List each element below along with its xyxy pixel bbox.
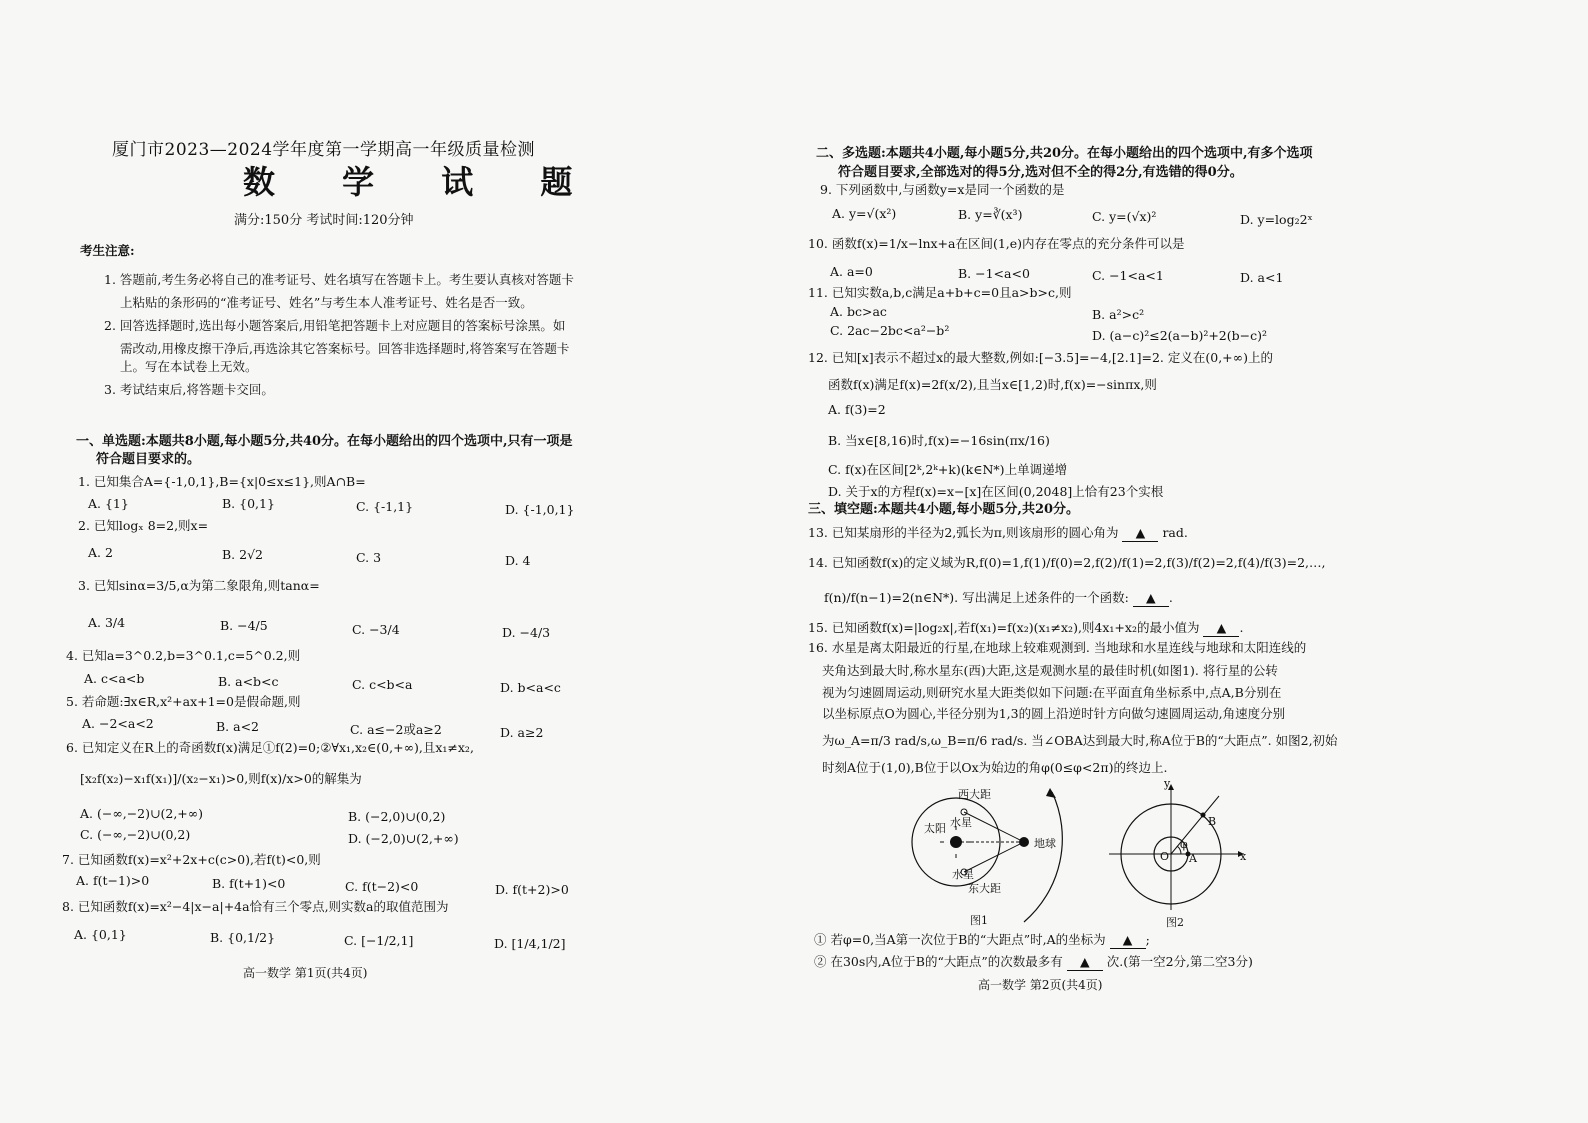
q12-option-b: B. 当x∈[8,16)时,f(x)=−16sin(πx/16) bbox=[828, 433, 1050, 448]
q7-option-a: A. f(t−1)>0 bbox=[76, 873, 150, 888]
q13-unit: rad. bbox=[1162, 525, 1188, 540]
answer-blank[interactable]: ▲ bbox=[1133, 590, 1169, 607]
q11-option-b: B. a²>c² bbox=[1092, 307, 1145, 322]
q2-option-d: D. 4 bbox=[505, 553, 531, 568]
answer-blank[interactable]: ▲ bbox=[1110, 932, 1146, 949]
q4-option-a: A. c<a<b bbox=[84, 671, 145, 686]
q16-part2-note: 次.(第一空2分,第二空3分) bbox=[1106, 954, 1253, 969]
page-2 bbox=[794, 0, 1588, 1123]
q11-option-c: C. 2ac−2bc<a²−b² bbox=[830, 323, 950, 338]
q3-option-c: C. −3/4 bbox=[352, 622, 400, 637]
answer-blank[interactable]: ▲ bbox=[1122, 525, 1158, 542]
q13-text: 13. 已知某扇形的半径为2,弧长为π,则该扇形的圆心角为 bbox=[808, 525, 1119, 540]
section-1-heading: 一、单选题:本题共8小题,每小题5分,共40分。在每小题给出的四个选项中,只有一项是 bbox=[76, 434, 573, 449]
question-5: 5. 若命题:∃x∈R,x²+ax+1=0是假命题,则 bbox=[66, 694, 301, 709]
question-14: 14. 已知函数f(x)的定义域为R,f(0)=1,f(1)/f(0)=2,f(2)/f(1)=2,f(3)/f(2)=2,f(4)/f(3)=2,…, bbox=[808, 555, 1326, 570]
q2-option-c: C. 3 bbox=[356, 550, 382, 565]
question-16-part-1: ① 若φ=0,当A第一次位于B的“大距点”时,A的坐标为 ▲ ; bbox=[814, 932, 1150, 947]
q14-text: f(n)/f(n−1)=2(n∈N*). 写出满足上述条件的一个函数: bbox=[824, 590, 1129, 605]
section-2-heading-cont: 符合题目要求,全部选对的得5分,选对但不全的得2分,有选错的得0分。 bbox=[838, 165, 1243, 180]
question-3: 3. 已知sinα=3/5,α为第二象限角,则tanα= bbox=[78, 578, 320, 593]
q5-option-c: C. a≤−2或a≥2 bbox=[350, 722, 442, 737]
notice-line: 1. 答题前,考生务必将自己的准考证号、姓名填写在答题卡上。考生要认真核对答题卡 bbox=[104, 272, 574, 287]
q6-option-a: A. (−∞,−2)∪(2,+∞) bbox=[80, 806, 204, 821]
q10-option-d: D. a<1 bbox=[1240, 270, 1284, 285]
point-a-label: A bbox=[1189, 852, 1197, 865]
q4-option-d: D. b<a<c bbox=[500, 680, 561, 695]
figure-1-caption: 图1 bbox=[970, 914, 988, 927]
q8-option-d: D. [1/4,1/2] bbox=[494, 936, 566, 951]
question-11: 11. 已知实数a,b,c满足a+b+c=0且a>b>c,则 bbox=[808, 285, 1072, 300]
q9-option-b: B. y=∛(x³) bbox=[958, 207, 1023, 222]
y-axis-label: y bbox=[1164, 777, 1171, 790]
q7-option-d: D. f(t+2)>0 bbox=[495, 882, 569, 897]
question-14-cont: f(n)/f(n−1)=2(n∈N*). 写出满足上述条件的一个函数: ▲ . bbox=[824, 590, 1173, 605]
notice-line: 上粘贴的条形码的“准考证号、姓名”与考生本人准考证号、姓名是否一致。 bbox=[120, 295, 533, 310]
q3-option-b: B. −4/5 bbox=[220, 618, 268, 633]
q11-option-d: D. (a−c)²≤2(a−b)²+2(b−c)² bbox=[1092, 328, 1267, 343]
question-12-cont: 函数f(x)满足f(x)=2f(x/2),且当x∈[1,2)时,f(x)=−sinπx,则 bbox=[828, 377, 1157, 392]
question-4: 4. 已知a=3^0.2,b=3^0.1,c=5^0.2,则 bbox=[66, 648, 301, 663]
q2-option-b: B. 2√2 bbox=[222, 547, 264, 562]
q3-option-a: A. 3/4 bbox=[88, 615, 126, 630]
q10-option-a: A. a=0 bbox=[830, 264, 873, 279]
mercury-label: 水星 bbox=[952, 868, 974, 881]
q1-option-a: A. {1} bbox=[88, 496, 129, 511]
q12-option-c: C. f(x)在区间[2ᵏ,2ᵏ+k)(k∈N*)上单调递增 bbox=[828, 462, 1068, 477]
question-6: 6. 已知定义在R上的奇函数f(x)满足①f(2)=0;②∀x₁,x₂∈(0,+∞),且x₁≠x₂, bbox=[66, 740, 474, 755]
question-16-part-2 bbox=[814, 954, 1253, 971]
notice-line: 3. 考试结束后,将答题卡交回。 bbox=[104, 382, 274, 397]
exam-title: 厦门市2023—2024学年度第一学期高一年级质量检测 bbox=[112, 140, 536, 160]
q16-part1-text: ① 若φ=0,当A第一次位于B的“大距点”时,A的坐标为 bbox=[814, 932, 1106, 947]
q6-option-c: C. (−∞,−2)∪(0,2) bbox=[80, 827, 191, 842]
notice-line: 2. 回答选择题时,选出每小题答案后,用铅笔把答题卡上对应题目的答案标号涂黑。如 bbox=[104, 318, 566, 333]
question-1: 1. 已知集合A={-1,0,1},B={x|0≤x≤1},则A∩B= bbox=[78, 474, 366, 489]
mercury-label: 水星 bbox=[950, 816, 972, 829]
q4-option-c: C. c<b<a bbox=[352, 677, 413, 692]
east-elongation-label: 东大距 bbox=[968, 882, 1001, 895]
question-7: 7. 已知函数f(x)=x²+2x+c(c>0),若f(t)<0,则 bbox=[62, 852, 321, 867]
notice-heading: 考生注意: bbox=[80, 243, 135, 258]
q12-option-d: D. 关于x的方程f(x)=x−[x]在区间(0,2048]上恰有23个实根 bbox=[828, 484, 1164, 499]
q7-option-c: C. f(t−2)<0 bbox=[345, 879, 419, 894]
q8-option-a: A. {0,1} bbox=[74, 927, 127, 942]
question-16: 16. 水星是离太阳最近的行星,在地球上较难观测到. 当地球和水星连线与地球和太阳连线的 bbox=[808, 640, 1307, 655]
q4-option-b: B. a<b<c bbox=[218, 674, 279, 689]
question-16-line: 为ω_A=π/3 rad/s,ω_B=π/6 rad/s. 当∠OBA达到最大时,称A位于B的“大距点”. 如图2,初始 bbox=[822, 733, 1338, 748]
q7-option-b: B. f(t+1)<0 bbox=[212, 876, 286, 891]
question-10: 10. 函数f(x)=1/x−lnx+a在区间(1,e)内存在零点的充分条件可以是 bbox=[808, 236, 1185, 251]
question-9: 9. 下列函数中,与函数y=x是同一个函数的是 bbox=[820, 182, 1065, 197]
q2-option-a: A. 2 bbox=[88, 545, 113, 560]
section-1-heading-cont: 符合题目要求的。 bbox=[96, 452, 201, 467]
q3-option-d: D. −4/3 bbox=[502, 625, 551, 640]
q10-option-b: B. −1<a<0 bbox=[958, 266, 1030, 281]
q1-option-c: C. {-1,1} bbox=[356, 499, 414, 514]
notice-line: 需改动,用橡皮擦干净后,再选涂其它答案标号。回答非选择题时,将答案写在答题卡 bbox=[120, 341, 570, 356]
question-16-line: 夹角达到最大时,称水星东(西)大距,这是观测水星的最佳时机(如图1). 将行星的公转 bbox=[822, 663, 1278, 678]
question-16-line: 以坐标原点O为圆心,半径分别为1,3的圆上沿逆时针方向做匀速圆周运动,角速度分别 bbox=[822, 706, 1286, 721]
q11-option-a: A. bc>ac bbox=[830, 304, 887, 319]
figure-2-caption: 图2 bbox=[1166, 916, 1184, 929]
q9-option-a: A. y=√(x²) bbox=[832, 206, 897, 221]
question-2: 2. 已知logₓ 8=2,则x= bbox=[78, 518, 209, 533]
question-8: 8. 已知函数f(x)=x²−4|x−a|+4a恰有三个零点,则实数a的取值范围为 bbox=[62, 899, 449, 914]
q16-part2-text: ② 在30s内,A位于B的“大距点”的次数最多有 bbox=[814, 954, 1063, 969]
q15-text: 15. 已知函数f(x)=|log₂x|,若f(x₁)=f(x₂)(x₁≠x₂),则4x₁+x₂的最小值为 bbox=[808, 620, 1200, 635]
exam-meta: 满分:150分 考试时间:120分钟 bbox=[234, 213, 414, 228]
q1-option-b: B. {0,1} bbox=[222, 496, 275, 511]
question-15: 15. 已知函数f(x)=|log₂x|,若f(x₁)=f(x₂)(x₁≠x₂),则4x₁+x₂的最小值为 ▲ . bbox=[808, 620, 1244, 635]
page-footer: 高一数学 第1页(共4页) bbox=[243, 966, 368, 980]
q12-option-a: A. f(3)=2 bbox=[828, 402, 886, 417]
earth-label: 地球 bbox=[1034, 837, 1056, 850]
section-3-heading: 三、填空题:本题共4小题,每小题5分,共20分。 bbox=[808, 502, 1080, 517]
question-6-cont: [x₂f(x₂)−x₁f(x₁)]/(x₂−x₁)>0,则f(x)/x>0的解集为 bbox=[80, 771, 362, 786]
question-16-line: 时刻A位于(1,0),B位于以Ox为始边的角φ(0≤φ<2π)的终边上. bbox=[822, 760, 1168, 775]
q10-option-c: C. −1<a<1 bbox=[1092, 268, 1164, 283]
q8-option-b: B. {0,1/2} bbox=[210, 930, 276, 945]
q5-option-a: A. −2<a<2 bbox=[82, 716, 154, 731]
figure-2-diagram bbox=[1109, 782, 1249, 912]
q9-option-d: D. y=log₂2ˣ bbox=[1240, 212, 1313, 227]
phi-label: φ bbox=[1180, 838, 1188, 851]
q6-option-d: D. (−2,0)∪(2,+∞) bbox=[348, 831, 459, 846]
q9-option-c: C. y=(√x)² bbox=[1092, 209, 1157, 224]
origin-label: O bbox=[1160, 850, 1170, 863]
question-12: 12. 已知[x]表示不超过x的最大整数,例如:[−3.5]=−4,[2.1]=2. 定义在(0,+∞)上的 bbox=[808, 350, 1273, 365]
question-13 bbox=[808, 525, 1188, 542]
question-16-line: 视为匀速圆周运动,则研究水星大距类似如下问题:在平面直角坐标系中,点A,B分别在 bbox=[822, 685, 1282, 700]
west-elongation-label: 西大距 bbox=[958, 788, 991, 801]
q5-option-b: B. a<2 bbox=[216, 719, 260, 734]
q6-option-b: B. (−2,0)∪(0,2) bbox=[348, 809, 446, 824]
x-axis-label: x bbox=[1240, 850, 1247, 863]
answer-blank[interactable]: ▲ bbox=[1203, 620, 1239, 637]
q1-option-d: D. {-1,0,1} bbox=[505, 502, 575, 517]
page-footer: 高一数学 第2页(共4页) bbox=[978, 978, 1103, 992]
point-b-label: B bbox=[1208, 815, 1217, 828]
sun-label: 太阳 bbox=[924, 822, 946, 835]
answer-blank[interactable]: ▲ bbox=[1067, 954, 1103, 971]
section-2-heading: 二、多选题:本题共4小题,每小题5分,共20分。在每小题给出的四个选项中,有多个选项 bbox=[816, 146, 1313, 161]
q8-option-c: C. [−1/2,1] bbox=[344, 933, 414, 948]
subject-title: 数 学 试 题 bbox=[243, 163, 601, 201]
q5-option-d: D. a≥2 bbox=[500, 725, 544, 740]
figure-1-diagram bbox=[904, 782, 1104, 932]
notice-line: 上。写在本试卷上无效。 bbox=[120, 359, 258, 374]
